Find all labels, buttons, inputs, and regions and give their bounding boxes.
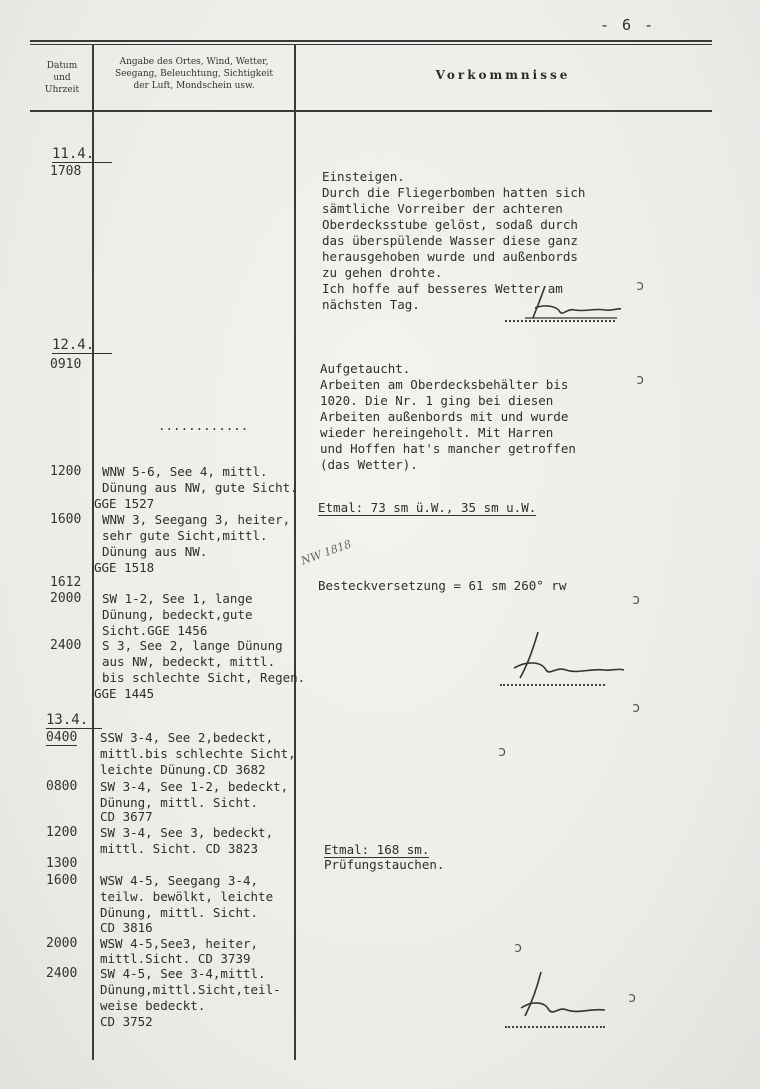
event-line: zu gehen drohte. (322, 265, 443, 280)
event-line: sämtliche Vorreiber der achteren (322, 201, 563, 216)
event-line: wieder hereingeholt. Mit Harren (320, 425, 554, 440)
besteck-entry: Besteckversetzung = 61 sm 260° rw (318, 578, 567, 593)
event-line: Arbeiten außenbords mit und wurde (320, 409, 569, 424)
time-2000: 2000 (50, 591, 82, 606)
header-weather-line-1: Angabe des Ortes, Wind, Wetter, (119, 57, 269, 67)
weather-line: SW 1-2, See 1, lange (102, 591, 253, 606)
date-13-4: 13.4. (46, 713, 102, 729)
weather-line: SSW 3-4, See 2,bedeckt, (100, 730, 274, 745)
time-1600: 1600 (50, 512, 82, 527)
weather-line: WSW 4-5, Seegang 3-4, (100, 873, 259, 888)
column-divider-2 (294, 44, 296, 1060)
time-1708: 1708 (50, 164, 82, 179)
event-line: das überspülende Wasser diese ganz (322, 233, 578, 248)
event-line: 1020. Die Nr. 1 ging bei diesen (320, 393, 554, 408)
time-0910: 0910 (50, 357, 82, 372)
paper-mark: ɔ (636, 278, 645, 294)
weather-line: mittl. Sicht. CD 3823 (100, 841, 259, 856)
paper-mark: ɔ (632, 700, 641, 716)
header-date-line-3: Uhrzeit (44, 85, 80, 95)
etmal-entry-2: Etmal: 168 sm. (324, 842, 430, 857)
signature-dotted-line-1 (505, 320, 615, 322)
weather-line: SW 3-4, See 1-2, bedeckt, (100, 779, 289, 794)
weather-line: SW 4-5, See 3-4,mittl. (100, 966, 266, 981)
event-line: nächsten Tag. (322, 297, 420, 312)
page-number: - 6 - (600, 16, 656, 34)
signature-dotted-line-2 (500, 684, 605, 686)
weather-line: SW 3-4, See 3, bedeckt, (100, 825, 274, 840)
signature-3 (505, 968, 615, 1028)
weather-line: Dünung aus NW. (102, 544, 208, 559)
pruefungstauchen-entry: Prüfungstauchen. (324, 857, 445, 872)
event-line: Durch die Fliegerbomben hatten sich (322, 185, 586, 200)
header-date-line-2: und (53, 73, 71, 83)
time-2000-b: 2000 (46, 936, 78, 951)
weather-line: mittl.bis schlechte Sicht, (100, 746, 296, 761)
weather-line: WNW 3, Seegang 3, heiter, (102, 512, 291, 527)
event-line: und Hoffen hat's mancher getroffen (320, 441, 576, 456)
weather-line: Sicht.GGE 1456 (102, 623, 208, 638)
weather-line: WSW 4-5,See3, heiter, (100, 936, 259, 951)
etmal-entry: Etmal: 73 sm ü.W., 35 sm u.W. (318, 500, 537, 515)
date-12-4: 12.4. (52, 338, 112, 354)
weather-line: GGE 1527 (94, 496, 155, 511)
time-0400: 0400 (46, 730, 78, 745)
top-rule (30, 40, 712, 42)
weather-line: CD 3677 (100, 809, 153, 824)
weather-line: GGE 1518 (94, 560, 155, 575)
time-2400-b: 2400 (46, 966, 78, 981)
weather-line: CD 3752 (100, 1014, 153, 1029)
top-rule-thin (30, 44, 712, 45)
weather-line: leichte Dünung.CD 3682 (100, 762, 266, 777)
weather-line: Dünung, bedeckt,gute (102, 607, 253, 622)
weather-line: bis schlechte Sicht, Regen. (102, 670, 306, 685)
date-11-4: 11.4. (52, 147, 112, 163)
weather-line: S 3, See 2, lange Dünung (102, 638, 283, 653)
paper-mark: ɔ (636, 372, 645, 388)
time-1200-b: 1200 (46, 825, 78, 840)
header-events: Vorkommnisse (435, 68, 571, 82)
header-date-time (32, 60, 92, 96)
weather-line: Dünung, mittl. Sicht. (100, 905, 259, 920)
header-bottom-rule (30, 110, 712, 112)
weather-line: mittl.Sicht. CD 3739 (100, 951, 251, 966)
time-1612: 1612 (50, 575, 82, 590)
time-1300: 1300 (46, 856, 78, 871)
weather-line: Dünung aus NW, gute Sicht. (102, 480, 298, 495)
event-line: Oberdecksstube gelöst, sodaß durch (322, 217, 578, 232)
event-line: Ich hoffe auf besseres Wetter am (322, 281, 563, 296)
event-line: (das Wetter). (320, 457, 418, 472)
time-2400: 2400 (50, 638, 82, 653)
event-line: Einsteigen. (322, 169, 405, 184)
header-weather-line-3: der Luft, Mondschein usw. (133, 81, 255, 91)
event-line: Arbeiten am Oberdecksbehälter bis (320, 377, 569, 392)
paper-mark: ɔ (498, 744, 507, 760)
paper-mark: ɔ (514, 940, 523, 956)
time-1600-b: 1600 (46, 873, 78, 888)
weather-line: sehr gute Sicht,mittl. (102, 528, 268, 543)
weather-line: CD 3816 (100, 920, 153, 935)
paper-mark: ɔ (628, 990, 637, 1006)
event-line: herausgehoben wurde und außenbords (322, 249, 578, 264)
paper-mark: ɔ (632, 592, 641, 608)
event-line: Aufgetaucht. (320, 361, 411, 376)
weather-line: Dünung, mittl. Sicht. (100, 795, 259, 810)
dotted-filler: ............ (158, 418, 249, 433)
header-date-line-1: Datum (46, 61, 78, 71)
time-1200: 1200 (50, 464, 82, 479)
header-location-weather (94, 56, 294, 92)
column-divider-1 (92, 44, 94, 1060)
weather-line: Dünung,mittl.Sicht,teil- (100, 982, 281, 997)
weather-line: GGE 1445 (94, 686, 155, 701)
weather-line: teilw. bewölkt, leichte (100, 889, 274, 904)
weather-line: aus NW, bedeckt, mittl. (102, 654, 276, 669)
signature-dotted-line-3 (505, 1026, 605, 1028)
header-weather-line-2: Seegang, Beleuchtung, Sichtigkeit (114, 69, 274, 79)
handwritten-margin-note: NW 1818 (299, 537, 354, 568)
weather-line: weise bedeckt. (100, 998, 206, 1013)
time-0800: 0800 (46, 779, 78, 794)
signature-2 (500, 628, 630, 688)
weather-line: WNW 5-6, See 4, mittl. (102, 464, 268, 479)
